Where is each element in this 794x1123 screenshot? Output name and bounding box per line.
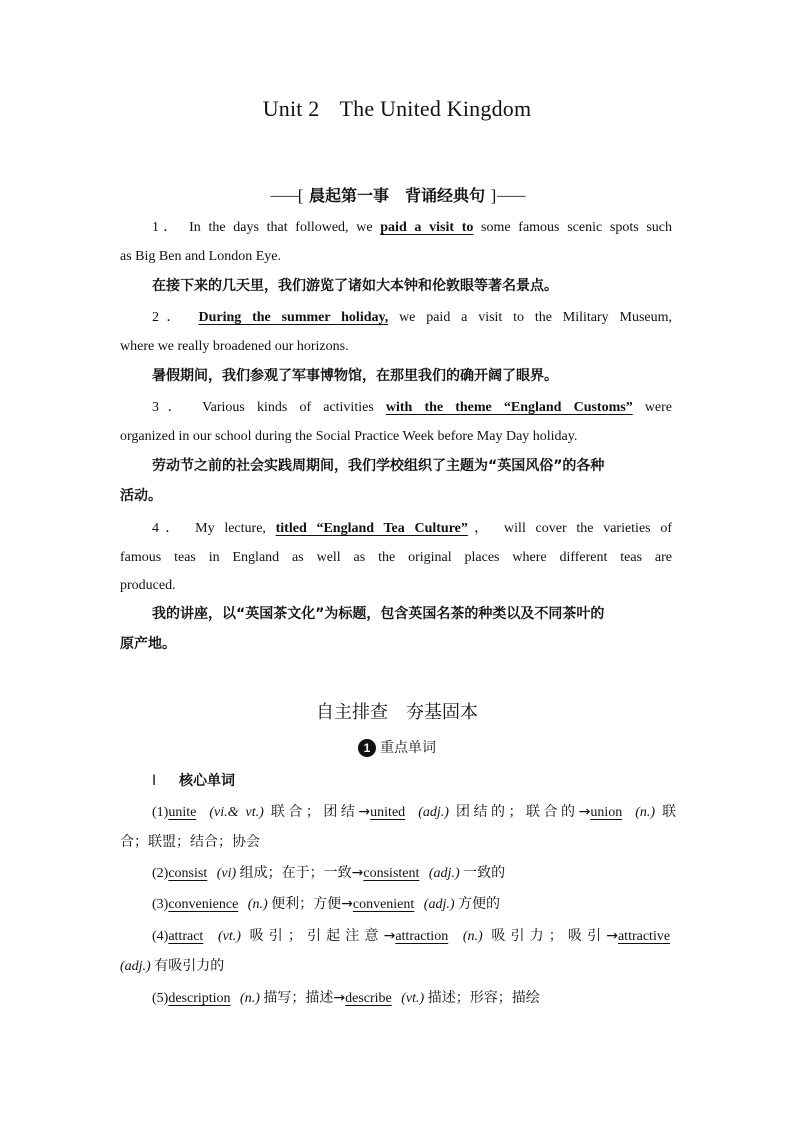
vocab-item-1-cont: 合；联盟；结合；协会 — [120, 834, 260, 850]
part-title: 核心单词 — [179, 773, 236, 789]
sentence-4-line-1: 4． My lecture, titled “England Tea Culture”， will cover the varieties of — [152, 521, 672, 536]
sentence-4-translation-1: 我的讲座，以“英国茶文化”为标题，包含英国名茶的种类以及不同茶叶的 — [152, 606, 605, 622]
unit-number: Unit 2 — [262, 96, 320, 121]
sentence-2-line-1: 2． During the summer holiday, we paid a visit to the Military Museum, — [152, 310, 672, 325]
unit-name: The United Kingdom — [339, 96, 532, 121]
sentence-1-translation: 在接下来的几天里，我们游览了诸如大本钟和伦敦眼等著名景点。 — [152, 278, 558, 294]
subsection-heading — [0, 737, 794, 757]
part-number: Ⅰ — [152, 773, 157, 789]
sentence-3-translation-2: 活动。 — [120, 488, 162, 504]
key-phrase: During the summer holiday, — [198, 310, 389, 325]
sentence-1-line-1: 1． In the days that followed, we paid a visit to some famous scenic spots such — [152, 220, 673, 235]
sentence-3-line-1: 3． Various kinds of activities with the theme “England Customs” were — [152, 400, 673, 415]
sentence-2-translation: 暑假期间，我们参观了军事博物馆，在那里我们的确开阔了眼界。 — [152, 368, 558, 384]
key-phrase: paid a visit to — [380, 220, 474, 235]
section-title: 自主排查 夯基固本 — [316, 702, 478, 723]
sentence-3-translation-1: 劳动节之前的社会实践周期间，我们学校组织了主题为“英国风俗”的各种 — [152, 458, 605, 474]
sentence-1-line-2: as Big Ben and London Eye. — [120, 249, 281, 264]
number-badge-icon: 1 — [358, 739, 376, 757]
sentence-3-line-2: organized in our school during the Social Practice Week before May Day holiday. — [120, 429, 578, 444]
vocab-item-3: (3)convenience (n.) 便利；方便→convenient (adj.) 方便的 — [152, 896, 500, 912]
key-phrase: titled “England Tea Culture” — [275, 521, 468, 536]
vocab-item-5: (5)description (n.) 描写；描述→describe (vt.) 描述；形容；描绘 — [152, 990, 540, 1006]
sentence-4-line-3: produced. — [120, 578, 176, 593]
vocab-item-1: (1)unite (vi.& vt.) 联合；团结→united (adj.) 团结的；联合的→union (n.) 联 — [152, 804, 677, 820]
sentence-4-translation-2: 原产地。 — [120, 636, 176, 652]
banner-text: 晨起第一事 背诵经典句 — [308, 186, 485, 205]
vocab-item-2: (2)consist (vi) 组成；在于；一致→consistent (adj.) 一致的 — [152, 865, 506, 881]
banner-heading: ——[ 晨起第一事 背诵经典句 ]—— — [269, 186, 525, 205]
part-heading — [152, 771, 708, 791]
unit-title — [0, 96, 794, 122]
vocab-item-4: (4)attract (vt.) 吸引；引起注意→attraction (n.) 吸引力；吸引→attractive — [152, 928, 671, 944]
sentence-2-line-2: where we really broadened our horizons. — [120, 339, 349, 354]
subsection-title: 重点单词 — [380, 740, 436, 756]
key-phrase: with the theme “England Customs” — [385, 400, 633, 415]
sentence-4-line-2: famous teas in England as well as the original places where different teas are — [120, 550, 672, 565]
vocab-item-4-cont: (adj.) 有吸引力的 — [120, 958, 225, 974]
